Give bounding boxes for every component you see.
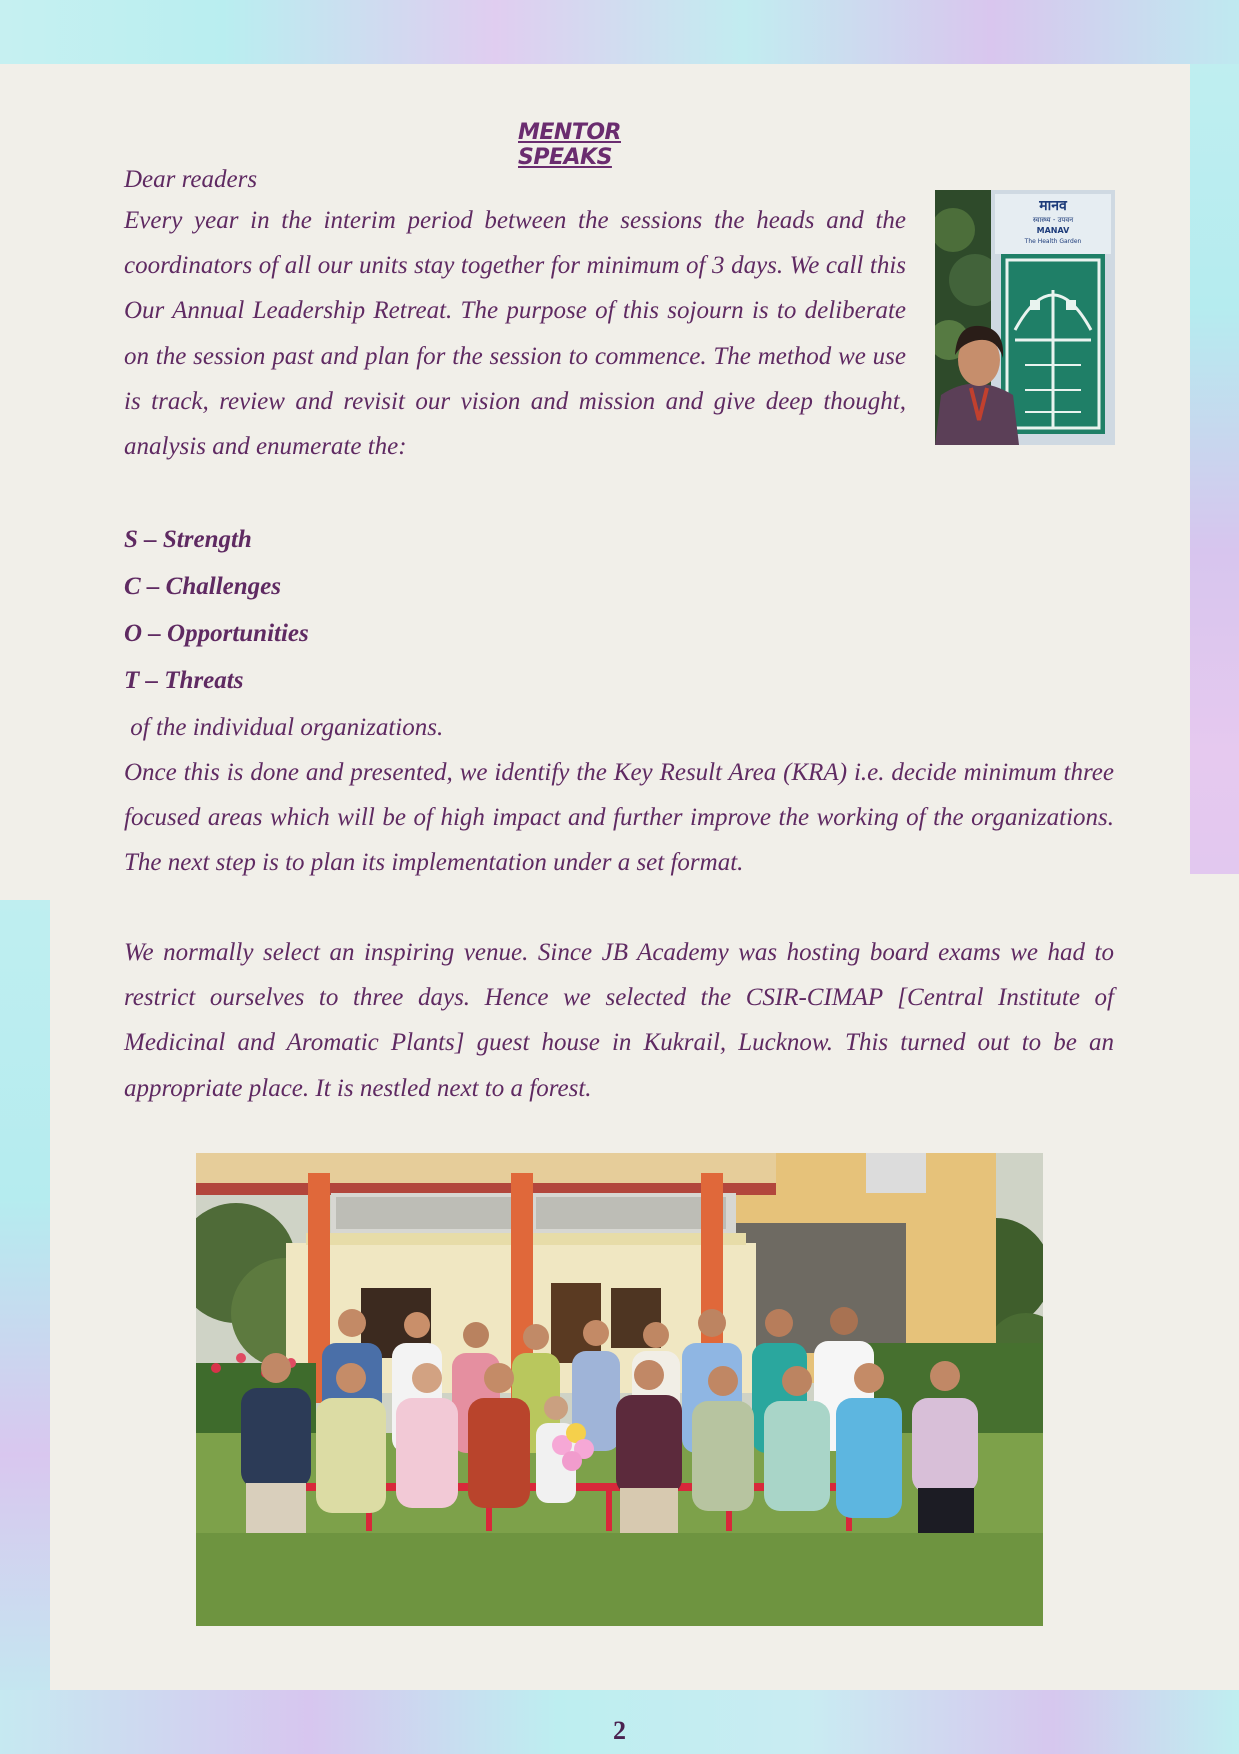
sign-hindi: मानव: [1039, 198, 1067, 214]
sign-subtitle: The Health Garden: [1024, 238, 1082, 245]
venue-paragraph: We normally select an inspiring venue. Since JB Academy was hosting board exams we had to restrict ourselves to three days. Hence we selected the CSIR-CIMAP [Central Institute of Medicinal and Aromatic Plants] guest house in Kukrail, Lucknow. This turned out to be an appropriate place. It is nestled next to a forest.: [124, 939, 1114, 1102]
decorative-wash-left: [0, 900, 50, 1754]
decorative-wash-right: [1190, 64, 1239, 874]
portrait-illustration: [935, 190, 1115, 445]
decorative-wash-top: [0, 0, 1239, 64]
sign-name: MANAV: [1036, 226, 1070, 235]
swot-opportunities: O – Opportunities: [124, 620, 309, 647]
mentor-portrait-photo: [935, 190, 1115, 445]
swot-threats: T – Threats: [124, 667, 244, 694]
kra-paragraph: Once this is done and presented, we identify the Key Result Area (KRA) i.e. decide minimum three focused areas which will be of high impact and further improve the working of the organizations. The next step is to plan its implementation under a set format.: [124, 759, 1114, 877]
page-number: 2: [613, 1716, 626, 1745]
swot-strength: S – Strength: [124, 526, 252, 553]
sign-hindi-sub: स्वास्थ्य - उपवन: [1032, 216, 1074, 224]
group-photo-illustration: [196, 1153, 1043, 1626]
intro-paragraph: Every year in the interim period between the sessions the heads and the coordinators of all our units stay together for minimum of 3 days. We call this Our Annual Leadership Retreat. The purpose of this sojourn is to deliberate on the session past and plan for the session to commence. The method we use is track, review and revisit our vision and mission and give deep thought, analysis and enumerate the:: [124, 207, 906, 461]
swot-challenges: C – Challenges: [124, 573, 281, 600]
greeting: Dear readers: [124, 166, 258, 193]
swot-tail: of the individual organizations.: [124, 714, 444, 741]
page-title: MENTOR SPEAKS: [518, 120, 621, 170]
group-photo: [196, 1153, 1043, 1626]
